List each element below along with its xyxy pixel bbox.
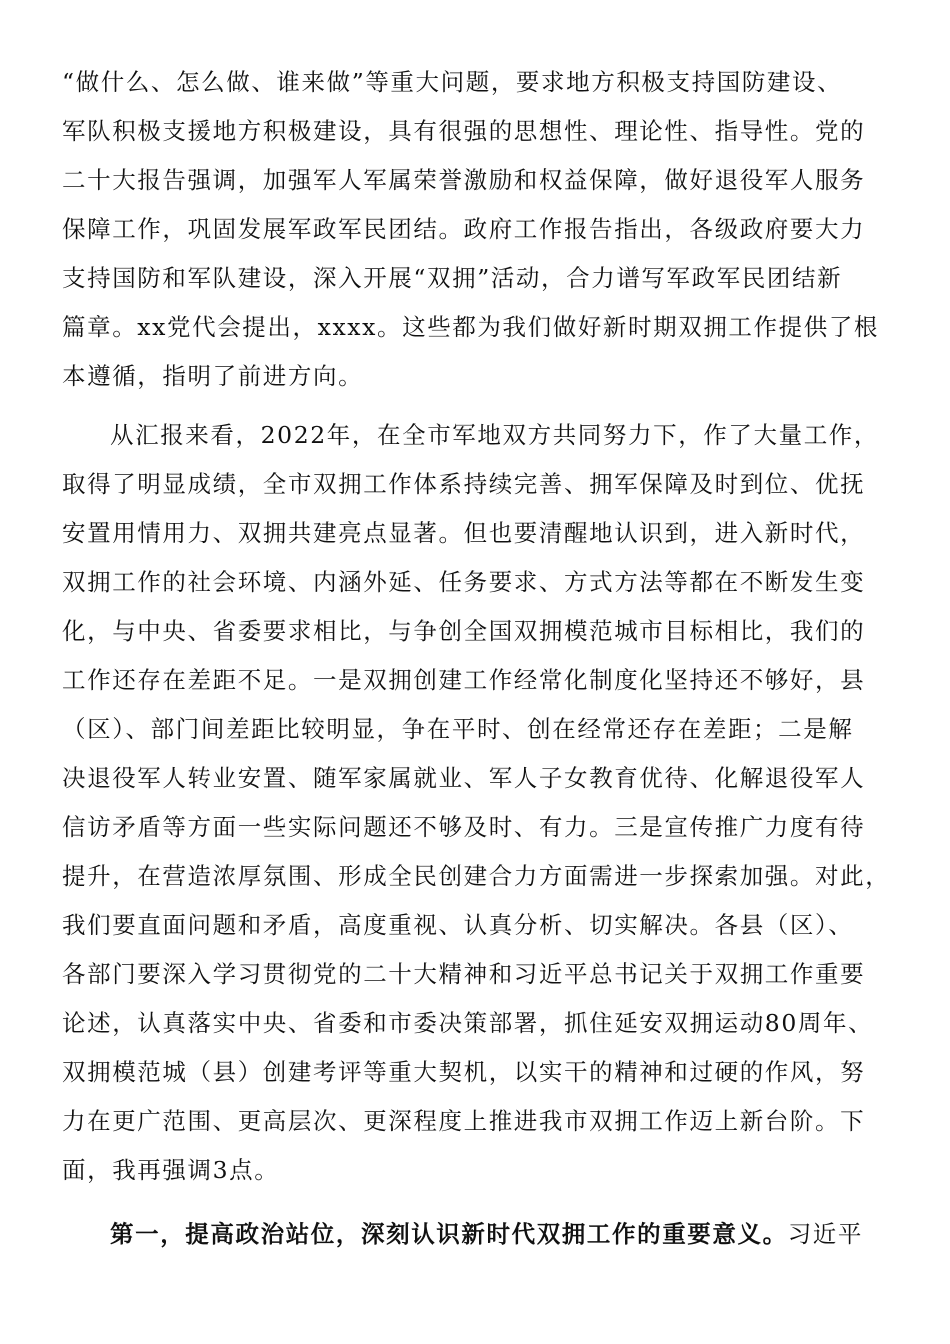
text-line: 论述，认真落实中央、省委和市委决策部署，抓住延安双拥运动80周年、 [62,1009,874,1037]
text-line: （区）、部门间差距比较明显，争在平时、创在经常还存在差距；二是解 [62,715,854,743]
text-line: 双拥工作的社会环境、内涵外延、任务要求、方式方法等都在不断发生变 [62,568,866,596]
text-line: “做什么、怎么做、谁来做”等重大问题，要求地方积极支持国防建设、 [62,68,843,96]
text-line: 从汇报来看，2022年，在全市军地双方共同努力下，作了大量工作， [110,421,880,449]
text-line: 我们要直面问题和矛盾，高度重视、认真分析、切实解决。各县（区）、 [62,911,854,939]
paragraph-3 [62,1210,882,1259]
paragraph-text: 习近平 [787,1220,864,1248]
text-line: 决退役军人转业安置、随军家属就业、军人子女教育优待、化解退役军人 [62,764,866,792]
text-line: 各部门要深入学习贯彻党的二十大精神和习近平总书记关于双拥工作重要 [62,960,866,988]
text-line: 取得了明显成绩，全市双拥工作体系持续完善、拥军保障及时到位、优抚 [62,470,866,498]
text-line: 军队积极支援地方积极建设，具有很强的思想性、理论性、指导性。党的 [62,117,866,145]
text-line: 二十大报告强调，加强军人军属荣誉激励和权益保障，做好退役军人服务 [62,166,866,194]
section-heading: 第一，提高政治站位，深刻认识新时代双拥工作的重要意义。 [110,1220,788,1248]
text-line: 双拥模范城（县）创建考评等重大契机，以实干的精神和过硬的作风，努 [62,1058,866,1086]
text-line: 化，与中央、省委要求相比，与争创全国双拥模范城市目标相比，我们的 [62,617,866,645]
text-line: 信访矛盾等方面一些实际问题还不够及时、有力。三是宣传推广力度有待 [62,813,866,841]
text-line: 保障工作，巩固发展军政军民团结。政府工作报告指出，各级政府要大力 [62,215,866,243]
text-line: 安置用情用力、双拥共建亮点显著。但也要清醒地认识到，进入新时代， [62,519,866,547]
text-line: 本遵循，指明了前进方向。 [62,362,364,390]
paragraph-2 [62,411,891,1195]
paragraph-1 [62,58,882,401]
text-line [62,1210,882,1259]
text-line: 篇章。xx党代会提出，xxxx。这些都为我们做好新时期双拥工作提供了根 [62,313,880,341]
text-line: 力在更广范围、更高层次、更深程度上推进我市双拥工作迈上新台阶。下 [62,1107,866,1135]
text-line: 工作还存在差距不足。一是双拥创建工作经常化制度化坚持还不够好，县 [62,666,866,694]
text-line: 提升，在营造浓厚氛围、形成全民创建合力方面需进一步探索加强。对此， [62,862,891,890]
text-line: 支持国防和军队建设，深入开展“双拥”活动，合力谱写军政军民团结新 [62,264,843,292]
text-line: 面，我再强调3点。 [62,1156,280,1184]
